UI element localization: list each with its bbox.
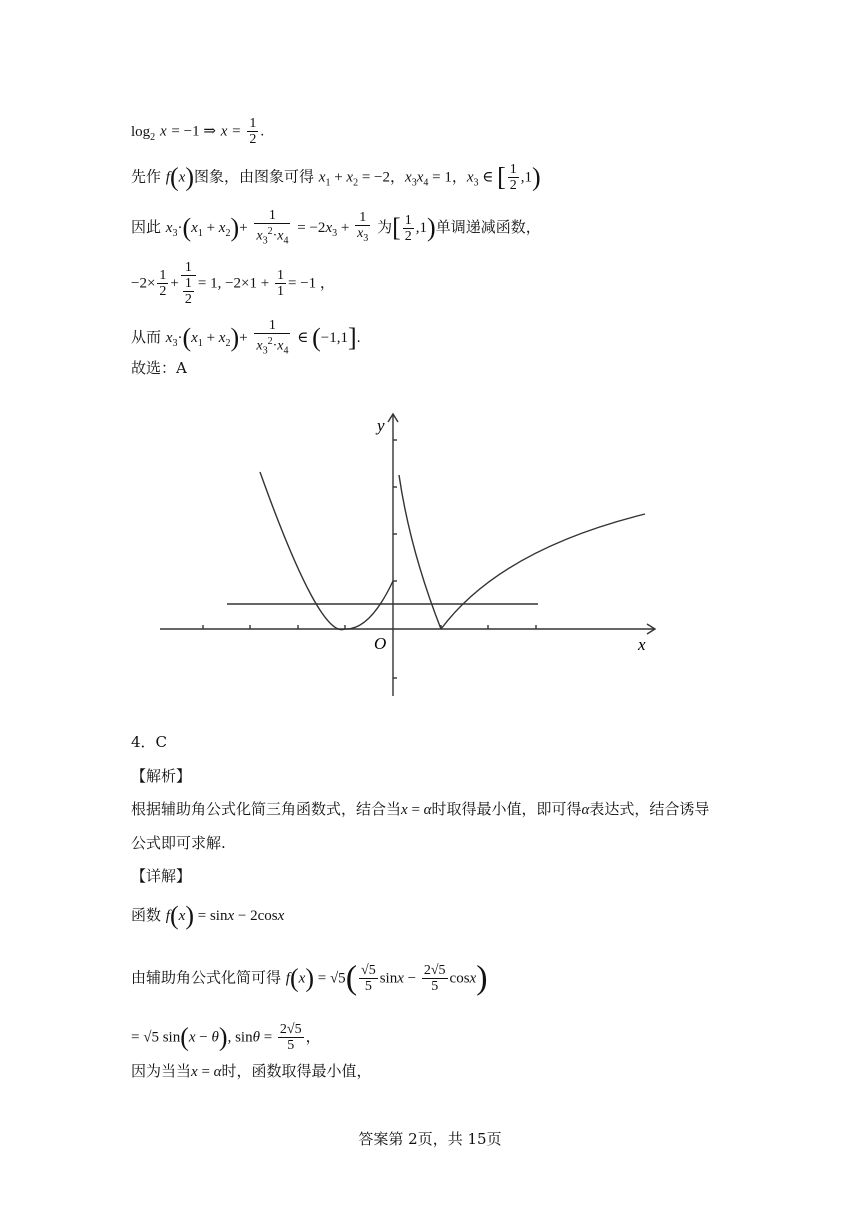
analysis-heading: 【解析】 bbox=[131, 767, 192, 785]
curve-left-parabola bbox=[260, 472, 393, 630]
curve-middle-log bbox=[399, 475, 441, 629]
origin-label: O bbox=[374, 634, 387, 653]
detail-line-function: 函数 f(x) = sinx − 2cosx bbox=[131, 901, 285, 930]
y-axis-label: y bbox=[377, 416, 385, 435]
line-monotonic: 因此 $x_3\cdot(x_1 + x_2)+$ $\frac{1}{x_3^2\cdot x_4}$ = $-2x_3$ + $\frac{1}{x_3}$ 为[ $\frac{1}{2}$ ,1)单调递减函数， bbox=[131, 208, 541, 247]
curve-right-log bbox=[441, 514, 645, 629]
line-range-result: 从而 $x_3\cdot(x_1 + x_2)+$ $\frac{1}{x_3^2\cdot x_4}$ ∈ (−1,1]. bbox=[131, 318, 361, 357]
line-graph-observation: 先作 f(x)图象，由图象可得 $x_1 + x_2 = -2$，$x_3x_4 = 1$，$x_3$ ∈ [ $\frac{1}{2}$ ,1) bbox=[131, 162, 541, 193]
line-log-equation: $\log_2 x = -1$ ⇒ x = $\frac{1}{2}$ . bbox=[131, 116, 265, 147]
line-endpoint-values: −2× $\frac{1}{2}$ + $\frac{1}{\frac{1}{2}}$ = 1, −2×1 + $\frac{1}{1}$ = −1 ， bbox=[131, 260, 335, 307]
answer-line: 故选：A bbox=[131, 359, 187, 377]
detail-line-sin-theta: = √5 sin(x − θ), sinθ = $\frac{2√5}{5}$ ， bbox=[131, 1022, 321, 1053]
text-l5-pre: 从而 bbox=[131, 328, 162, 347]
analysis-line-1: 根据辅助角公式化简三角函数式，结合当x = α时取得最小值，即可得α表达式，结合诱导 bbox=[131, 800, 710, 818]
detail-line-auxiliary: 由辅助角公式化简可得 f(x) = √5( $\frac{√5}{5}$ sinx − $\frac{2√5}{5}$ cosx) bbox=[131, 959, 488, 997]
text-l2-mid: 图象，由图象可得 bbox=[193, 167, 314, 186]
text-l3-post: 单调递减函数， bbox=[435, 218, 541, 237]
text-l3-pre: 因此 bbox=[131, 218, 162, 237]
page-footer: 答案第 2页，共 15页 bbox=[358, 1130, 502, 1148]
question-4-label: 4．C bbox=[131, 733, 168, 751]
detail-heading: 【详解】 bbox=[131, 867, 192, 885]
text-l2-pre: 先作 bbox=[131, 167, 162, 186]
function-graph bbox=[0, 400, 860, 710]
detail-line-minimum: 因为当当x = α时，函数取得最小值， bbox=[131, 1062, 372, 1080]
analysis-line-2: 公式即可求解. bbox=[131, 834, 226, 852]
x-axis-label: x bbox=[638, 635, 646, 654]
text-l3-mid: 为 bbox=[377, 218, 393, 237]
